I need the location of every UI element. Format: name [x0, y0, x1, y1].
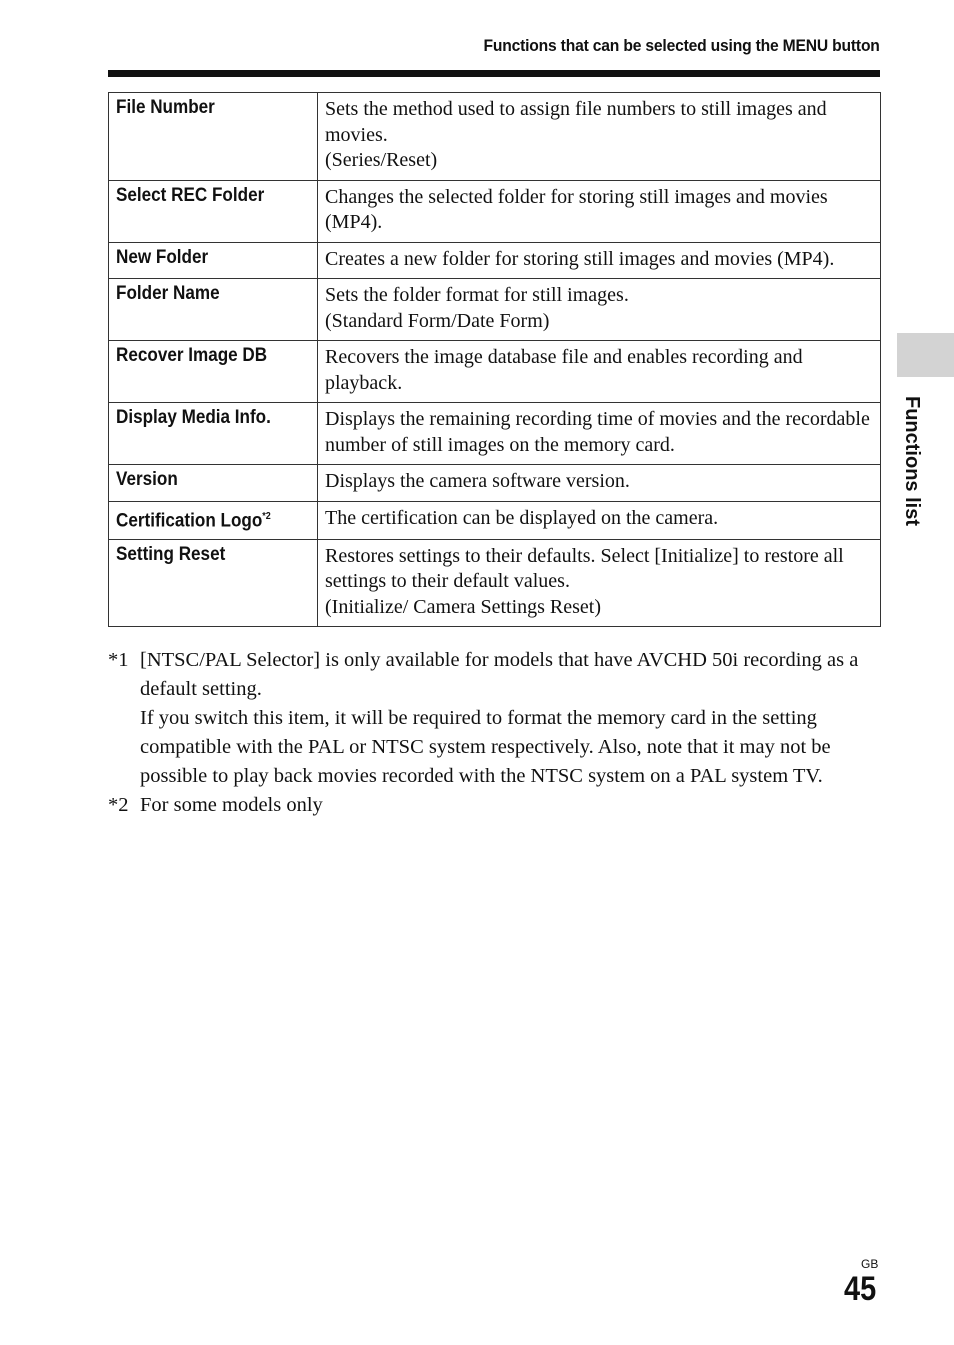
function-name-text: Select REC Folder — [116, 184, 265, 206]
header-rule — [108, 70, 880, 77]
functions-table — [108, 92, 881, 627]
function-name-cell — [109, 403, 318, 465]
footnotes — [108, 646, 883, 820]
footnote-body — [140, 791, 883, 820]
table-row — [109, 341, 881, 403]
function-description-line: Changes the selected folder for storing still images and movies (MP4). — [325, 185, 828, 233]
function-name-cell — [109, 242, 318, 279]
function-name-text: File Number — [116, 97, 215, 118]
function-description-cell — [318, 465, 881, 502]
section-side-label: Functions list — [901, 396, 923, 526]
function-name-text: New Folder — [116, 246, 209, 268]
table-row — [109, 279, 881, 341]
function-name-text: Version — [116, 469, 178, 490]
function-description-cell — [318, 180, 881, 242]
function-description-line: The certification can be displayed on the camera. — [325, 506, 719, 529]
function-description-cell — [318, 501, 881, 539]
footnote-paragraph: If you switch this item, it will be required to format the memory card in the setting compatible with the PAL or NTSC system respectively. Also, note that it may not be possible to play back movies recorded with the NTSC system on a PAL system TV. — [140, 707, 831, 787]
function-description-line: (Initialize/ Camera Settings Reset) — [325, 595, 602, 618]
table-row — [109, 180, 881, 242]
function-name-text: Folder Name — [116, 283, 220, 304]
function-name-cell — [109, 180, 318, 242]
function-name — [116, 468, 178, 492]
function-description-line: Displays the remaining recording time of movies and the recordable number of still images on the memory card. — [325, 408, 870, 456]
function-name-text: Display Media Info. — [116, 407, 271, 428]
function-name — [116, 96, 215, 120]
function-name — [116, 282, 220, 306]
function-name-cell — [109, 465, 318, 502]
function-description-line: Restores settings to their defaults. Select [Initialize] to restore all settings to their default values. — [325, 544, 844, 593]
page-header-title: Functions that can be selected using the MENU button — [483, 36, 880, 55]
function-name-cell — [109, 539, 318, 627]
table-row — [109, 501, 881, 539]
function-description-cell — [318, 403, 881, 465]
function-name — [116, 406, 271, 430]
function-name-cell — [109, 501, 318, 539]
function-name — [116, 246, 208, 270]
function-description-cell — [318, 341, 881, 403]
footnote-paragraph: For some models only — [140, 794, 323, 816]
function-name — [116, 505, 271, 533]
function-description-cell — [318, 539, 881, 627]
function-name-cell — [109, 279, 318, 341]
footnote-reference: *2 — [262, 510, 271, 522]
function-name-text: Certification Logo — [116, 509, 263, 531]
function-name — [116, 344, 267, 368]
footnote-body — [140, 646, 883, 791]
section-tab-marker — [897, 333, 954, 377]
function-name-cell — [109, 341, 318, 403]
function-description-line: (Series/Reset) — [325, 149, 438, 171]
function-description-line: (Standard Form/Date Form) — [325, 309, 550, 332]
page-language-code: GB — [861, 1257, 879, 1271]
function-description-line: Recovers the image database file and enables recording and playback. — [325, 346, 803, 394]
footnote-mark: *2 — [108, 794, 129, 816]
function-name-cell — [109, 93, 318, 181]
function-name — [116, 543, 225, 567]
table-row — [109, 242, 881, 279]
function-description-cell — [318, 93, 881, 181]
table-row — [109, 93, 881, 181]
function-description-line: Creates a new folder for storing still images and movies (MP4). — [325, 247, 835, 270]
table-row — [109, 403, 881, 465]
function-name-text: Recover Image DB — [116, 345, 268, 366]
footnote-mark: *1 — [108, 649, 129, 671]
function-description-line: Sets the folder format for still images. — [325, 284, 629, 306]
function-description-line: Sets the method used to assign file numbers to still images and movies. — [325, 98, 827, 146]
page-number: 45 — [844, 1270, 877, 1308]
footnote-paragraph: [NTSC/PAL Selector] is only available for models that have AVCHD 50i recording as a default setting. — [140, 649, 859, 700]
function-description-line: Displays the camera software version. — [325, 470, 630, 492]
footnote — [108, 646, 883, 791]
footnote — [108, 791, 883, 820]
function-description-cell — [318, 242, 881, 279]
function-description-cell — [318, 279, 881, 341]
function-name — [116, 184, 264, 208]
table-row — [109, 465, 881, 502]
table-row — [109, 539, 881, 627]
function-name-text: Setting Reset — [116, 543, 226, 565]
